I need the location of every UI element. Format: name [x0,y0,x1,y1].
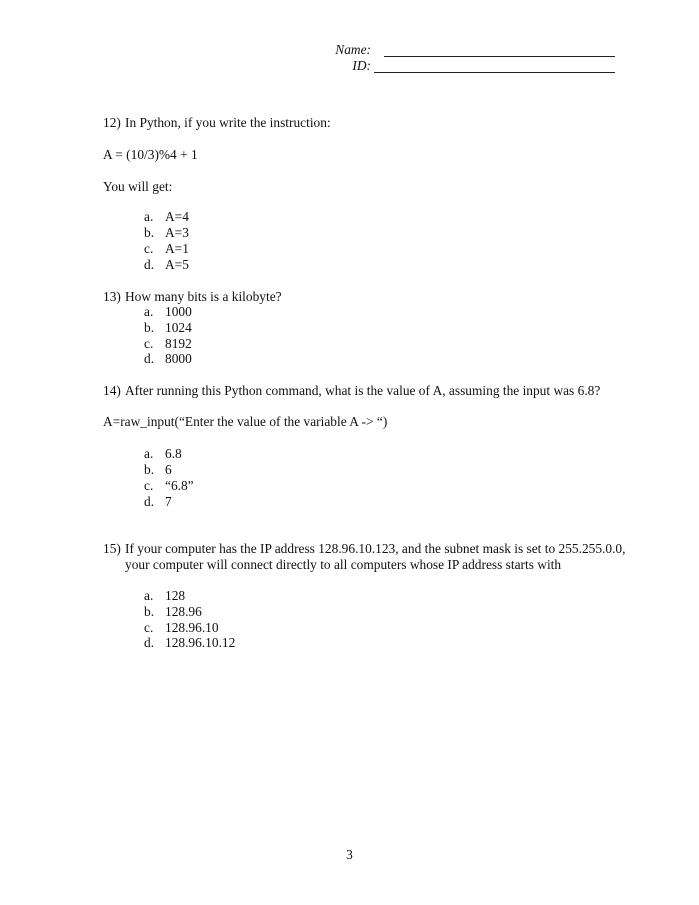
question-number: 15) [103,541,121,556]
option-letter: d. [144,635,155,650]
option-b [144,225,189,241]
question-15 [103,541,628,572]
option-letter: d. [144,257,155,272]
question-text: In Python, if you write the instruction: [125,115,331,130]
option-text: A=3 [165,225,189,240]
option-text: 128 [165,588,186,603]
question-text: How many bits is a kilobyte? [125,289,282,304]
option-letter: a. [144,588,154,603]
name-label: Name: [335,42,371,57]
option-c [144,241,189,257]
option-text: A=5 [165,257,189,272]
option-c [144,336,192,352]
option-text: 1000 [165,304,192,319]
option-text: 128.96 [165,604,202,619]
option-letter: c. [144,620,154,635]
option-letter: a. [144,446,154,461]
option-d [144,257,189,273]
option-c [144,478,194,494]
option-text: 1024 [165,320,192,335]
option-text: 6.8 [165,446,182,461]
option-letter: c. [144,478,154,493]
option-text: A=1 [165,241,189,256]
option-b [144,320,192,336]
option-d [144,494,172,510]
question-number: 13) [103,289,121,304]
option-d [144,635,235,651]
question-number: 12) [103,115,121,130]
option-text: A=4 [165,209,189,224]
option-letter: c. [144,241,154,256]
option-letter: a. [144,209,154,224]
option-text: “6.8” [165,478,194,493]
option-text: 6 [165,462,172,477]
page-number: 3 [346,847,353,862]
question-12-prompt: You will get: [103,179,173,194]
option-letter: a. [144,304,154,319]
option-letter: b. [144,462,155,477]
option-c [144,620,219,636]
option-letter: c. [144,336,154,351]
id-label: ID: [352,58,371,73]
question-text: After running this Python command, what is the value of A, assuming the input was 6.8? [125,383,601,398]
option-text: 8192 [165,336,192,351]
question-12-code: A = (10/3)%4 + 1 [103,147,198,162]
option-a [144,209,189,225]
option-letter: b. [144,604,155,619]
option-d [144,351,192,367]
option-text: 7 [165,494,172,509]
option-text: 128.96.10 [165,620,219,635]
option-b [144,604,202,620]
question-14-code: A=raw_input(“Enter the value of the variable A -> “) [103,414,388,429]
question-13 [103,289,623,305]
option-a [144,588,185,604]
question-number: 14) [103,383,121,398]
option-b [144,462,172,478]
option-letter: b. [144,225,155,240]
id-blank-line [374,58,615,73]
question-14 [103,383,663,399]
option-text: 8000 [165,351,192,366]
question-text: If your computer has the IP address 128.96.10.123, and the subnet mask is set to 255.255.0.0, your computer will connect directly to all computers whose IP address starts with [125,541,626,572]
option-letter: d. [144,351,155,366]
option-a [144,304,192,320]
option-text: 128.96.10.12 [165,635,236,650]
option-letter: b. [144,320,155,335]
option-a [144,446,182,462]
question-12 [103,115,623,131]
option-letter: d. [144,494,155,509]
name-blank-line [384,42,615,57]
